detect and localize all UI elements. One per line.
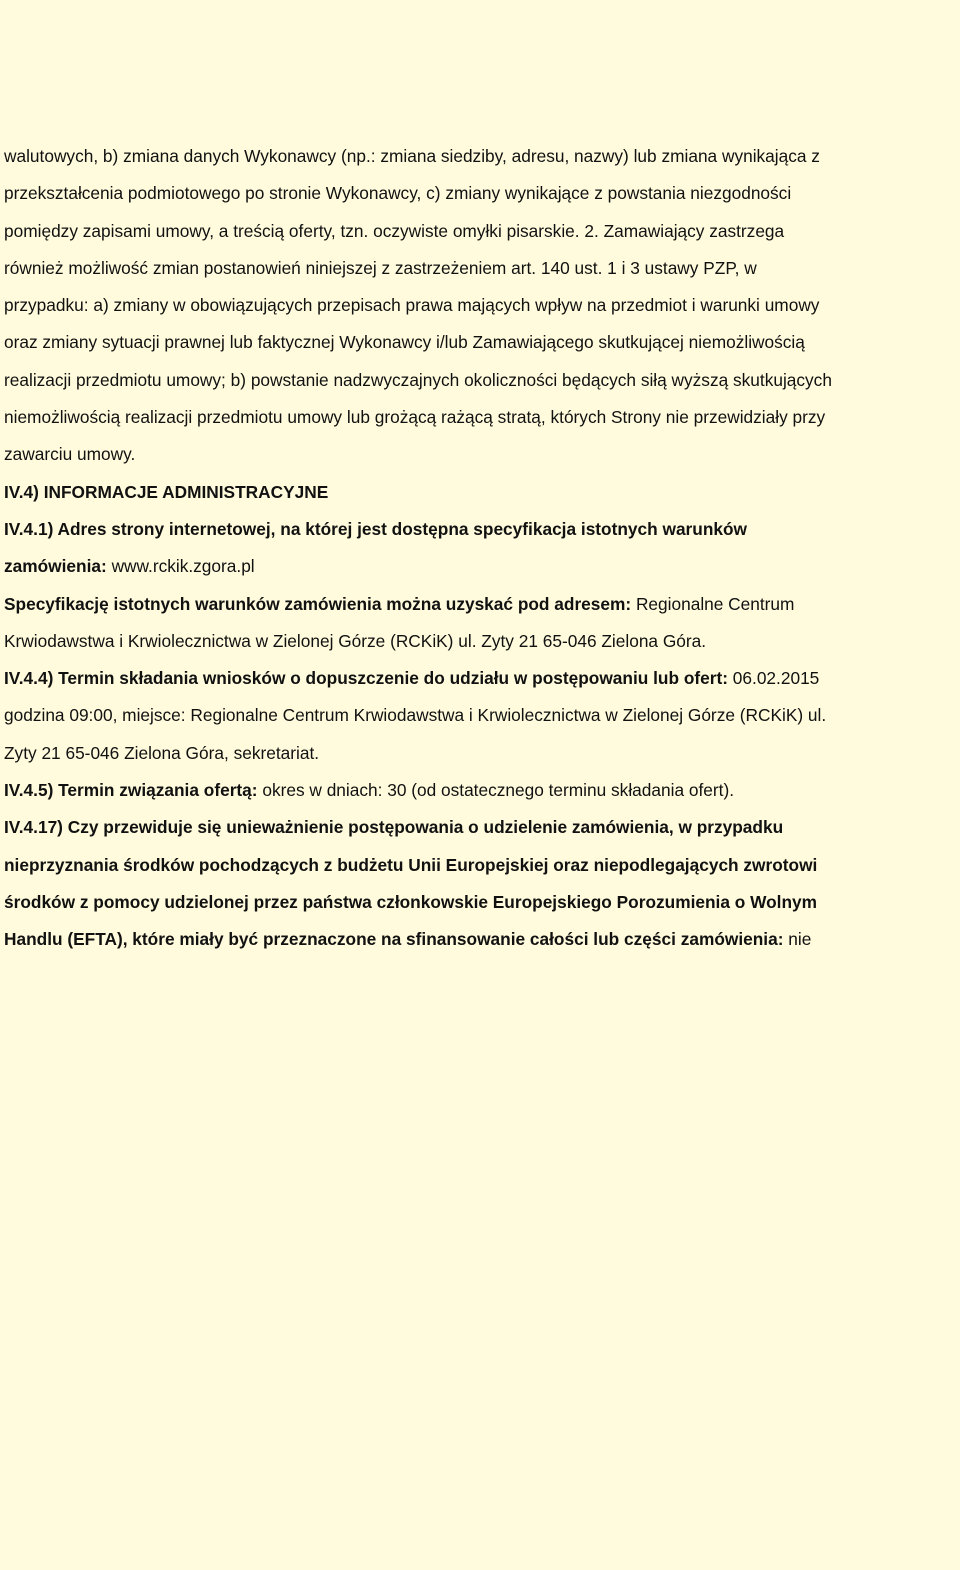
annulment-paragraph (4, 809, 844, 958)
intro-paragraph: walutowych, b) zmiana danych Wykonawcy (np.: zmiana siedziby, adresu, nazwy) lub zmiana wynikająca z przekształcenia podmiotowego po stronie Wykonawcy, c) zmiany wynikające z powstania niezgodności pomiędzy zapisami umowy, a treścią oferty, tzn. oczywiste omyłki pisarskie. 2. Zamawiający zastrzega również możliwość zmian postanowień niniejszej z zastrzeżeniem art. 140 ust. 1 i 3 ustawy PZP, w przypadku: a) zmiany w obowiązujących przepisach prawa mających wpływ na przedmiot i warunki umowy oraz zmiany sytuacji prawnej lub faktycznej Wykonawcy i/lub Zamawiającego skutkującej niemożliwością realizacji przedmiotu umowy; b) powstanie nadzwyczajnych okoliczności będących siłą wyższą skutkujących niemożliwością realizacji przedmiotu umowy lub grożącą rażącą stratą, których Strony nie przewidziały przy zawarciu umowy. (4, 146, 832, 465)
document-content (4, 138, 844, 959)
submission-deadline-value: 06.02.2015 godzina 09:00, miejsce: Regionalne Centrum Krwiodawstwa i Krwiolecznictwa w Zielonej Górze (RCKiK) ul. Zyty 21 65-046 Zielona Góra, sekretariat. (4, 668, 827, 763)
offer-binding-value: okres w dniach: 30 (od ostatecznego terminu składania ofert). (257, 780, 734, 801)
offer-binding-paragraph (4, 772, 844, 809)
annulment-label: IV.4.17) Czy przewiduje się unieważnienie postępowania o udzielenie zamówienia, w przypadku nieprzyznania środków pochodzących z budżetu Unii Europejskiej oraz niepodlegających zwrotowi środków z pomocy udzielonej przez państwa członkowskie Europejskiego Porozumienia o Wolnym Handlu (EFTA), które miały być przeznaczone na sfinansowanie całości lub części zamówienia: (4, 817, 818, 950)
siwz-address-paragraph (4, 586, 844, 661)
siwz-address-value: Regionalne Centrum Krwiodawstwa i Krwiolecznictwa w Zielonej Górze (RCKiK) ul. Zyty 21 65-046 Zielona Góra. (4, 593, 795, 651)
website-address-paragraph (4, 511, 844, 586)
submission-deadline-label: IV.4.4) Termin składania wniosków o dopuszczenie do udziału w postępowaniu lub ofert: (4, 668, 728, 689)
submission-deadline-paragraph (4, 660, 844, 772)
section-heading: IV.4) INFORMACJE ADMINISTRACYJNE (4, 481, 329, 502)
website-address-label: IV.4.1) Adres strony internetowej, na której jest dostępna specyfikacja istotnych warunków zamówienia: (4, 518, 747, 577)
siwz-address-label: Specyfikację istotnych warunków zamówienia można uzyskać pod adresem: (4, 593, 632, 614)
website-address-value: www.rckik.zgora.pl (106, 556, 255, 577)
annulment-value: nie (783, 929, 812, 950)
offer-binding-label: IV.4.5) Termin związania ofertą: (4, 780, 258, 801)
